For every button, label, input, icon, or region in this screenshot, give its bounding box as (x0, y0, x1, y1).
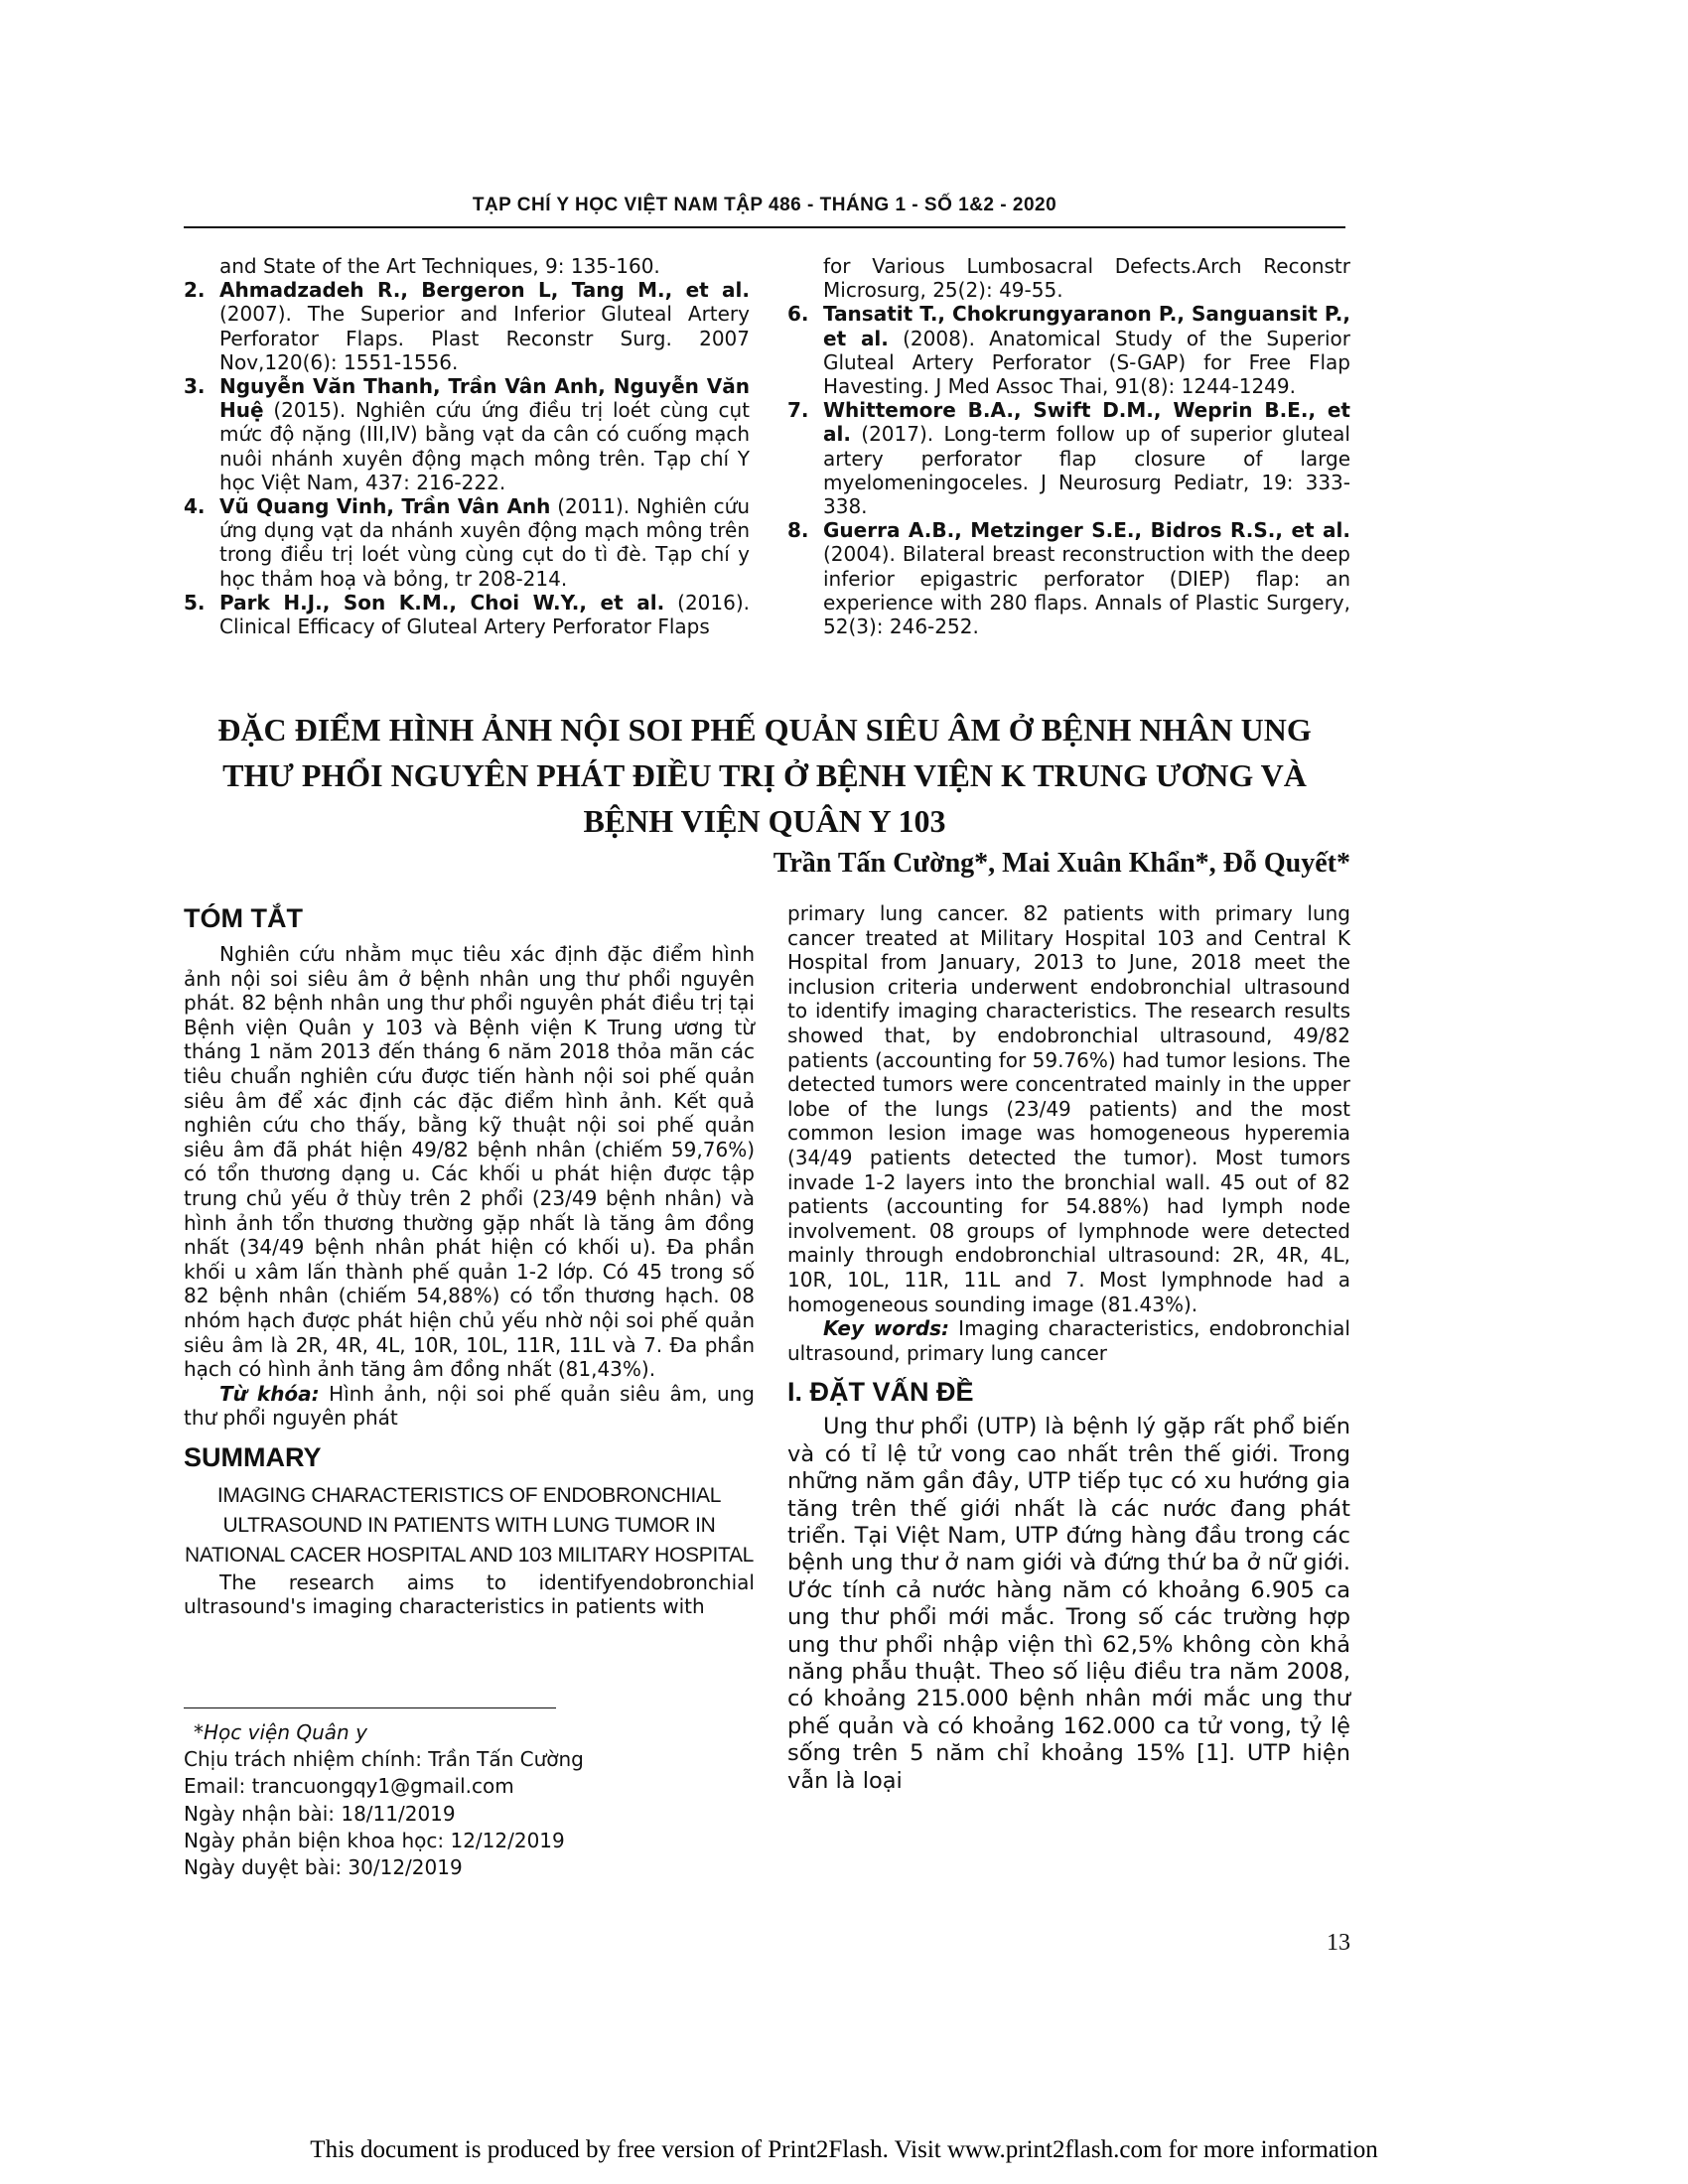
reference-text: (2017). Long-term follow up of superior gluteal artery perforator flap closure of large myelomeningoceles. J Neurosurg Pediatr, 19: 333-338. (823, 422, 1350, 519)
reference-authors: Ahmadzadeh R., Bergeron L, Tang M., et al. (219, 278, 750, 303)
reference-text: (2016). Clinical Efficacy of Gluteal Artery Perforator Flaps (219, 590, 750, 639)
summary-heading: SUMMARY (184, 1441, 322, 1472)
page-number: 13 (1327, 1930, 1350, 1956)
reference-item (184, 374, 750, 494)
reference-item (787, 302, 1350, 398)
reference-text: (2007). The Superior and Inferior Gluteal Artery Perforator Flaps. Plast Reconstr Surg. 2007 Nov,120(6): 1551-1556. (219, 302, 750, 374)
reference-number: 2. (184, 278, 206, 303)
running-header: TẠP CHÍ Y HỌC VIỆT NAM TẬP 486 - THÁNG 1 - SỐ 1&2 - 2020 (472, 195, 1057, 215)
reference-item (184, 278, 750, 374)
footnote-affiliation: *Học viện Quân y (194, 1720, 367, 1744)
summary-title: IMAGING CHARACTERISTICS OF ENDOBRONCHIAL ULTRASOUND IN PATIENTS WITH LUNG TUMOR IN NATIONAL CACER HOSPITAL AND 103 MILITARY HOSPITAL (184, 1483, 755, 1567)
introduction-body: Ung thư phổi (UTP) là bệnh lý gặp rất phổ biến và có tỉ lệ tử vong cao nhất trên thế giới. Trong những năm gần đây, UTP tiếp tục có xu hướng gia tăng trên thế giới nhất là các nước đang phát triển. Tại Việt Nam, UTP đứng hàng đầu trong các bệnh ung thư ở nam giới và đứng thứ ba ở nữ giới. Ước tính cả nước hàng năm có khoảng 6.905 ca ung thư phổi mới mắc. Trong số các trường hợp ung thư phổi nhập viện thì 62,5% không còn khả năng phẫu thuật. Theo số liệu điều tra năm 2008, có khoảng 215.000 bệnh nhân mới mắc ung thư phế quản và có khoảng 162.000 ca tử vong, tỷ lệ sống trên 5 năm chỉ khoảng 15% [1]. UTP hiện vẫn là loại (787, 1414, 1350, 1794)
body-left-column (184, 901, 755, 1619)
abstract-heading: TÓM TẮT (184, 903, 303, 933)
reference-text: (2008). Anatomical Study of the Superior Gluteal Artery Perforator (S-GAP) for Free Flap Havesting. J Med Assoc Thai, 91(8): 1244-1249. (823, 326, 1350, 399)
reference-authors: Nguyễn Văn Thanh, Trần Vân Anh, Nguyễn Văn Huệ (219, 374, 750, 423)
reference-item (787, 398, 1350, 518)
reference-continuation: for Various Lumbosacral Defects.Arch Reconstr Microsurg, 25(2): 49-55. (823, 254, 1350, 303)
reference-number: 7. (787, 398, 809, 423)
summary-body-continued: primary lung cancer. 82 patients with primary lung cancer treated at Military Hospital 103 and Central K Hospital from January, 2013 to June, 2018 meet the inclusion criteria underwent endobronchial ultrasound to identify imaging characteristics. The research results showed that, by endobronchial ultrasound, 49/82 patients (accounting for 59.76%) had tumor lesions. The detected tumors were concentrated mainly in the upper lobe of the lungs (23/49 patients) and the most common lesion image was homogeneous hyperemia (34/49 patients detected the tumor). Most tumors invade 1-2 layers into the bronchial wall. 45 out of 82 patients (accounting for 54.88%) had lymph node involvement. 08 groups of lymphnode were detected mainly through endobronchial ultrasound: 2R, 4R, 4L, 10R, 10L, 11R, 11L and 7. Most lymphnode had a homogeneous sounding image (81.43%). (787, 901, 1350, 1316)
footnotes (184, 1719, 755, 1881)
reference-text: (2004). Bilateral breast reconstruction with the deep inferior epigastric perforator (DIEP) flap: an experience with 280 flaps. Annals of Plastic Surgery, 52(3): 246-252. (823, 542, 1350, 639)
keywords-text: Imaging characteristics, endobronchial ultrasound, primary lung cancer (787, 1316, 1350, 1365)
reference-number: 3. (184, 374, 206, 399)
reference-authors: Vũ Quang Vinh, Trần Vân Anh (219, 494, 551, 519)
article-authors: Trần Tấn Cường*, Mai Xuân Khẩn*, Đỗ Quyết* (773, 848, 1350, 879)
reference-authors: Tansatit T., Chokrungyaranon P., Sanguansit P., et al. (823, 302, 1350, 350)
reference-number: 6. (787, 302, 809, 327)
reference-item (184, 494, 750, 591)
footnote-accepted-date: Ngày duyệt bài: 30/12/2019 (184, 1855, 463, 1880)
reference-number: 8. (787, 518, 809, 543)
reference-continuation: and State of the Art Techniques, 9: 135-160. (219, 254, 660, 278)
reference-text: (2015). Nghiên cứu ứng điều trị loét cùng cụt mức độ nặng (III,IV) bằng vạt da cân có cuống mạch nuôi nhánh xuyên động mạch mông trên. Tạp chí Y học Việt Nam, 437: 216-222. (219, 398, 750, 494)
reference-number: 4. (184, 494, 206, 519)
footnote-received-date: Ngày nhận bài: 18/11/2019 (184, 1801, 456, 1826)
keywords-vietnamese (184, 1382, 755, 1431)
reference-text: (2011). Nghiên cứu ứng dụng vạt da nhánh xuyên động mạch mông trên trong điều trị loét vùng cùng cụt do tì đè. Tạp chí y học thảm hoạ và bỏng, tr 208-214. (219, 494, 750, 591)
footnote-corresponding-author: Chịu trách nhiệm chính: Trần Tấn Cường (184, 1747, 584, 1772)
header-divider (184, 226, 1345, 228)
keywords-label: Key words: (823, 1316, 950, 1341)
footnote-divider (184, 1707, 556, 1708)
body-right-column (787, 901, 1350, 1795)
footnote-review-date: Ngày phản biện khoa học: 12/12/2019 (184, 1828, 565, 1852)
references-right-column (787, 254, 1350, 638)
summary-body-start: The research aims to identifyendobronchial ultrasound's imaging characteristics in patients with (184, 1570, 755, 1619)
reference-item (184, 591, 750, 638)
article-title: ĐẶC ĐIỂM HÌNH ẢNH NỘI SOI PHẾ QUẢN SIÊU ÂM Ở BỆNH NHÂN UNG THƯ PHỔI NGUYÊN PHÁT ĐIỀU TRỊ Ở BỆNH VIỆN K TRUNG ƯƠNG VÀ BỆNH VIỆN QUÂN Y 103 (217, 712, 1312, 839)
watermark-notice: This document is produced by free version of Print2Flash. Visit www.print2flash.com for more information (310, 2136, 1378, 2163)
footnote-email: Email: trancuongqy1@gmail.com (184, 1774, 514, 1799)
introduction-heading: I. ĐẶT VẤN ĐỀ (787, 1377, 974, 1408)
keywords-english (787, 1316, 1350, 1365)
reference-number: 5. (184, 590, 206, 614)
reference-item (787, 518, 1350, 638)
reference-authors: Guerra A.B., Metzinger S.E., Bidros R.S., et al. (823, 518, 1350, 543)
abstract-vietnamese: Nghiên cứu nhằm mục tiêu xác định đặc điểm hình ảnh nội soi siêu âm ở bệnh nhân ung thư phổi nguyên phát. 82 bệnh nhân ung thư phổi nguyên phát điều trị tại Bệnh viện Quân y 103 và Bệnh viện K Trung ương từ tháng 1 năm 2013 đến tháng 6 năm 2018 thỏa mãn các tiêu chuẩn nghiên cứu được tiến hành nội soi phế quản siêu âm để xác định các đặc điểm hình ảnh. Kết quả nghiên cứu cho thấy, bằng kỹ thuật nội soi phế quản siêu âm đã phát hiện 49/82 bệnh nhân (chiếm 59,76%) có tổn thương dạng u. Các khối u phát hiện được tập trung chủ yếu ở thùy trên 2 phổi (23/49 bệnh nhân) và hình ảnh tổn thương thường gặp nhất là tăng âm đồng nhất (34/49 bệnh nhân phát hiện có khối u). Đa phần khối u xâm lấn thành phế quản 1-2 lớp. Có 45 trong số 82 bệnh nhân (chiếm 54,88%) có tổn thương hạch. 08 nhóm hạch được phát hiện chủ yếu nhờ nội soi phế quản siêu âm là 2R, 4R, 4L, 10R, 10L, 11R, 11L và 7. Đa phần hạch có hình ảnh tăng âm đồng nhất (81,43%). (184, 942, 755, 1382)
keywords-text: Hình ảnh, nội soi phế quản siêu âm, ung thư phổi nguyên phát (184, 1381, 755, 1431)
keywords-label: Từ khóa: (219, 1381, 320, 1406)
reference-authors: Whittemore B.A., Swift D.M., Weprin B.E., et al. (823, 398, 1350, 447)
reference-authors: Park H.J., Son K.M., Choi W.Y., et al. (219, 590, 665, 614)
references-left-column (184, 254, 750, 638)
